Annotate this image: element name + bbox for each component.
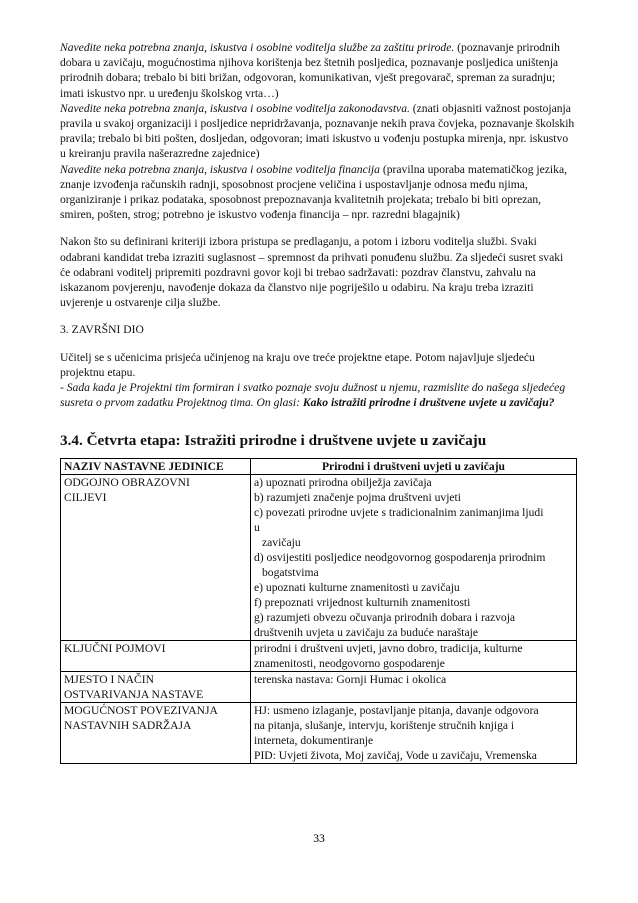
spacer (60, 422, 575, 431)
row-label-connections: MOGUĆNOST POVEZIVANJA NASTAVNIH SADRŽAJA (61, 703, 251, 764)
spacer (60, 310, 575, 322)
table-row (61, 672, 577, 703)
paragraph-finance (60, 162, 575, 223)
row-content-connections: HJ: usmeno izlaganje, postavljanje pitanja, davanje odgovora na pitanja, slušanje, intervju, korištenje stručnih knjiga i interneta, dokumentiranje PID: Uvjeti života, Moj zavičaj, Vode u zavičaju, Vremenska (251, 703, 577, 764)
table-row (61, 475, 577, 641)
row-content-goals: a) upoznati prirodna obilježja zavičaja b) razumjeti značenje pojma društveni uvjeti c) povezati prirodne uvjete s tradicionalnim zanimanjima ljudi u zavičaju d) osvijestiti posljedice neodgovornog gospodarenja prirodnim bogatstvima e) upoznati kulturne znamenitosti u zavičaju f) prepoznati vrijednost kulturnih znamenitosti g) razumjeti obvezu očuvanja prirodnih dobara i razvoja društvenih uvjeta u zavičaju za buduće naraštaje (251, 475, 577, 641)
row-label-key-terms: KLJUČNI POJMOVI (61, 641, 251, 672)
spacer (60, 338, 575, 350)
table-header-row (61, 459, 577, 475)
spacer (60, 410, 575, 422)
row-label-location: MJESTO I NAČIN OSTVARIVANJA NASTAVE (61, 672, 251, 703)
question-nature-service: Navedite neka potrebna znanja, iskustva i osobine voditelja službe za zaštitu prirode. (60, 41, 455, 54)
paragraph-nature-service (60, 40, 575, 101)
answer-finance: (pravilna uporaba matematičkog jezika, znanje izvođenja računskih radnji, sposobnost procjene veličina i uspostavljanje odnosa među njima, organiziranje i prikaz podataka, sposobnost prepoznavanja kvalitetnih projekata; trebalo bi biti oprezan, smiren, pošten, strog; potrebno je iskustvo vođenja financija – npr. razredni blagajnik) (60, 162, 567, 222)
section-heading: 3.4. Četvrta etapa: Istražiti prirodne i društvene uvjete u zavičaju (60, 432, 487, 450)
table-row (61, 703, 577, 764)
document-page (60, 40, 575, 764)
question-finance: Navedite neka potrebna znanja, iskustva i osobine voditelja financija (60, 162, 380, 176)
row-content-location: terenska nastava: Gornji Humac i okolica (251, 672, 577, 703)
selection-paragraph: Nakon što su definirani kriteriji izbora pristupa se predlaganju, a potom i izboru voditelja službi. Svaki odabrani kandidat treba izraziti suglasnost – spremnost da prihvati ponuđenu službu. Za sljedeći susret svaki će odabrani voditelj pripremiti pozdravni govor koji bi trebao sadržavati: pozdrav članstvu, zahvalu na iskazanom povjerenju, navođenje dokaza da članstvo nije pogriješilo u odabiru. Na kraju treba izraziti uvjerenje u ostvarenje cilja službe. (60, 235, 564, 310)
row-content-key-terms: prirodni i društveni uvjeti, javno dobro, tradicija, kulturne znamenitosti, neodgovorno gospodarenje (251, 641, 577, 672)
final-part-question: Kako istražiti prirodne i društvene uvjete u zavičaju? (302, 396, 555, 410)
spacer (60, 222, 575, 234)
final-part-italic: - Sada kada je Projektni tim formiran i svatko poznaje svoju dužnost u njemu, razmislite do našega sljedećeg susreta o prvom zadatku Projektnog tima. On glasi: (60, 381, 566, 410)
lesson-table (60, 458, 577, 764)
table-row (61, 641, 577, 672)
answer-nature-service: (poznavanje prirodnih dobara u zavičaju, mogućnostima njihova korištenja bez štetnih posljedica, poznavanje posljedica uništenja prirodnih dobara; trebalo bi biti brižan, odgovoran, komunikativan, vješt pregovarač, spreman za suradnju; imati iskustvo npr. u uređenju školskog vrta…) (60, 41, 560, 100)
final-part-text: Učitelj se s učenicima prisjeća učinjenog na kraju ove treće projektne etape. Potom najavljuje sljedeću projektnu etapu. (60, 350, 535, 379)
final-part-paragraph (60, 350, 575, 411)
answer-legislation: (znati objasniti važnost postojanja pravila u svakoj organizaciji i posljedice nepridržavanja, poznavanje nekih prava čovjeka, poznavanje školskih pravila; trebalo bi biti pošten, dosljedan, odgovoran; imati iskustvo u vođenju postupka mirenja, npr. iskustvo u kreiranju pravila našerazredne zajednice) (60, 101, 575, 161)
header-unit-title: Prirodni i društveni uvjeti u zavičaju (251, 459, 577, 475)
paragraph-legislation (60, 101, 575, 162)
header-unit-name: NAZIV NASTAVNE JEDINICE (61, 459, 251, 475)
page-number: 33 (313, 832, 325, 845)
row-label-goals: ODGOJNO OBRAZOVNI CILJEVI (61, 475, 251, 641)
question-legislation: Navedite neka potrebna znanja, iskustva i osobine voditelja zakonodavstva. (60, 101, 410, 115)
final-part-heading: 3. ZAVRŠNI DIO (60, 323, 144, 337)
